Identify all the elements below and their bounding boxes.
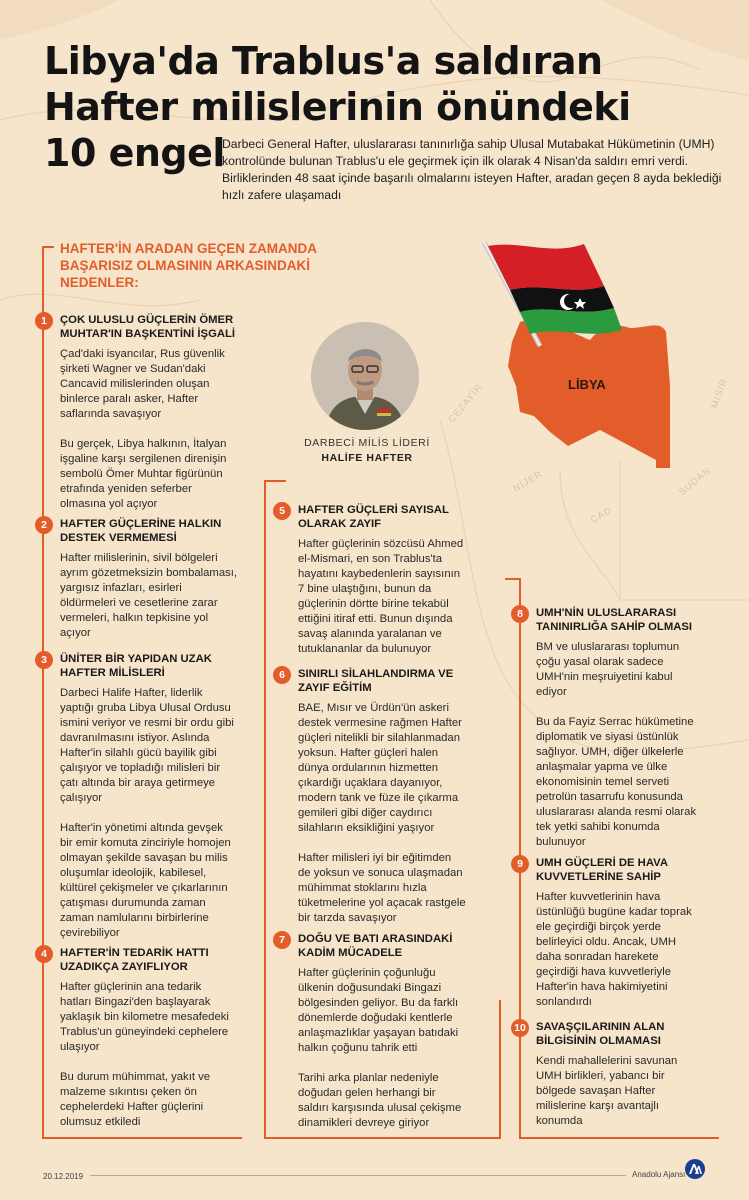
reason-number-8: 8	[511, 605, 529, 623]
reason-title-3: ÜNİTER BİR YAPIDAN UZAK HAFTER MİLİSLERİ	[60, 653, 212, 679]
connector-line-right-top	[505, 578, 521, 580]
reason-item-6	[279, 667, 503, 926]
footer-divider	[90, 1175, 626, 1176]
neighbor-label-misir: MISIR	[709, 376, 731, 411]
reason-text-10: Kendi mahallelerini savunan UMH birlikleri, yabancı bir bölgede savaşan Hafter milislerine karşı avantajlı konumda	[536, 1055, 678, 1127]
reason-title-4: HAFTER'İN TEDARİK HATTI UZADIKÇA ZAYIFLIYOR	[60, 947, 209, 973]
connector-line-middle-top	[264, 480, 286, 482]
reason-number-10: 10	[511, 1019, 529, 1037]
reasons-heading-line-1: HAFTER'İN ARADAN GEÇEN ZAMANDA	[60, 241, 317, 256]
reason-text-7: Hafter güçlerinin çoğunluğu ülkenin doğusundaki Bingazi bölgesinden geliyor. Bu da farklı dönemlerde doğudaki kentlerle anlaşmazlıklar yaşayan batıdaki halkın çoğunu tahrik etti Tarihi arka planlar nedeniyle doğudan gelen herhangi bir saldırı karşısında ulusal çekişme dinamikleri devreye giriyor	[298, 967, 462, 1129]
reason-text-8: BM ve uluslararası toplumun çoğu yasal olarak sadece UMH'nin meşruiyetini kabul ediyor Bu da Fayiz Serrac hükümetine diplomatik ve siyasi üstünlük sağlıyor. UMH, diğer ülkelerle anlaşmalar yapma ve ülke ekonomisinin temel serveti petrolün tasarrufu konusunda uluslararası alanda resmi olarak tek yetki sahibi konumda bulunuyor	[536, 641, 697, 848]
reason-number-5: 5	[273, 502, 291, 520]
libya-map	[480, 236, 690, 476]
portrait-name: HALİFE HAFTER	[321, 452, 413, 464]
reason-text-4: Hafter güçlerinin ana tedarik hatları Bingazi'den başlayarak yaklaşık bin kilometre mesafedeki Trablus'un güneyindeki cephelere ulaşıyor Bu durum mühimmat, yakıt ve malzeme sıkıntısı çeken ön cephelerdeki Hafter güçlerini olumsuz etkiledi	[60, 981, 229, 1128]
reason-text-1: Çad'daki isyancılar, Rus güvenlik şirketi Wagner ve Sudan'daki Cancavid milislerinden oluşan binlerce paralı asker, Hafter saflarında savaşıyor Bu gerçek, Libya halkının, İtalyan işgaline karşı sergilenen direnişin sembolü Ömer Muhtar figürünün etrafında yeniden seferber olmasına yol açıyor	[60, 348, 227, 510]
reason-number-4: 4	[35, 945, 53, 963]
reason-number-7: 7	[273, 931, 291, 949]
reason-title-7: DOĞU VE BATI ARASINDAKİ KADİM MÜCADELE	[298, 933, 453, 959]
reason-title-6: SINIRLI SİLAHLANDIRMA VE ZAYIF EĞİTİM	[298, 668, 454, 694]
footer-agency: Anadolu Ajansı	[632, 1170, 686, 1179]
reason-title-1: ÇOK ULUSLU GÜÇLERİN ÖMER MUHTAR'IN BAŞKENTİNİ İŞGALİ	[60, 314, 236, 340]
reason-title-5: HAFTER GÜÇLERİ SAYISAL OLARAK ZAYIF	[298, 504, 449, 530]
title-line-1: Libya'da Trablus'a saldıran	[44, 39, 603, 83]
reason-item-10	[514, 1020, 726, 1129]
connector-line-middle-bottom	[264, 1137, 500, 1139]
connector-line-left-bottom	[42, 1137, 242, 1139]
libya-shape-icon	[508, 320, 670, 468]
reason-text-3: Darbeci Halife Hafter, liderlik yaptığı gruba Libya Ulusal Ordusu ismini veriyor ve resmi bir ordu gibi davranılmasını istiyor. Aslında Hafter'in silahlı gücü bayilik gibi çalışıyor ve topladığı milisleri bir çatı altında bir araya getirmeye çalışıyor Hafter'in yönetimi altında gevşek bir emir komuta zinciriyle homojen olmayan şekilde savaşan bu milis oluşumlar ideolojik, kabilesel, kültürel çekişmeler ve çıkarlarının çatışması durumunda zaman zaman namlularını birbirlerine çevirebiliyor	[60, 687, 234, 939]
reason-number-6: 6	[273, 666, 291, 684]
neighbor-label-cad: ÇAD	[588, 504, 615, 527]
reasons-heading-line-3: NEDENLER:	[60, 275, 139, 290]
portrait-caption: DARBECİ MİLİS LİDERİ	[304, 437, 430, 449]
reason-item-3	[41, 652, 265, 941]
reason-text-6: BAE, Mısır ve Ürdün'ün askeri destek vermesine rağmen Hafter güçleri nitelikli bir silahlanmadan yoksun. Hafter güçleri halen dünya ordularının hizmetten çıkardığı uçaklara dayanıyor, modern tank ve füze ile çıkarma gemileri gibi diğer caydırıcı silahların eksikliğini yaşıyor Hafter milisleri iyi bir eğitimden de yoksun ve sonuca ulaşmadan mühimmat stoklarını hızla tüketmelerine yol açacak rastgele bir tarzda savaşıyor	[298, 702, 466, 924]
reason-item-8	[517, 606, 726, 850]
footer-date: 20.12.2019	[43, 1172, 84, 1181]
intro-text: Darbeci General Hafter, uluslararası tanınırlığa sahip Ulusal Mutabakat Hükümetinin (UMH) kontrolünde bulunan Trablus'u ele geçirmek için ilk olarak 4 Nisan'da saldırı emri verdi. Birliklerinden 48 saat içinde başarılı olmalarını isteyen Hafter, aradan geçen 8 ayda beklediği hızlı zafere ulaşamadı	[222, 137, 722, 202]
neighbor-label-nijer: NİJER	[511, 468, 546, 495]
reason-title-8: UMH'NİN ULUSLARARASI TANINIRLIĞA SAHİP OLMASI	[536, 607, 693, 633]
hafter-portrait	[311, 322, 419, 430]
libya-label: LİBYA	[568, 377, 606, 392]
reason-item-2	[41, 517, 265, 641]
reason-number-9: 9	[511, 855, 529, 873]
reason-text-9: Hafter kuvvetlerinin hava üstünlüğü bugüne kadar toprak ele geçirdiği birçok yerde belirleyici oldu. Ancak, UMH daha sonradan harekete geçirdiği hava kuvvetleriyle Hafter'in hava hakimiyetini sonlandırdı	[536, 891, 692, 1008]
reason-number-1: 1	[35, 312, 53, 330]
reasons-heading-line-2: BAŞARISIZ OLMASININ ARKASINDAKİ	[60, 258, 311, 273]
reason-number-3: 3	[35, 651, 53, 669]
reason-title-10: SAVAŞÇILARININ ALAN BİLGİSİNİN OLMAMASI	[536, 1021, 665, 1047]
title-line-3: 10 engel	[44, 131, 225, 175]
connector-line-left-top	[42, 246, 54, 248]
flag-icon	[484, 242, 622, 346]
reason-text-2: Hafter milislerinin, sivil bölgeleri ayrım gözetmeksizin bombalaması, yargısız infazları, esirleri öldürmeleri ve cesetlerine zarar vermeleri, halkın tepkisine yol açıyor	[60, 552, 238, 639]
reason-title-9: UMH GÜÇLERİ DE HAVA KUVVETLERİNE SAHİP	[536, 857, 669, 883]
reason-item-1	[41, 313, 265, 512]
connector-line-left	[42, 246, 44, 1138]
anadolu-agency-logo-icon	[684, 1158, 706, 1180]
reason-text-5: Hafter güçlerinin sözcüsü Ahmed el-Mismari, en son Trablus'ta hayatını kaybedenlerin sayısının 7 bine ulaştığını, bunun da güçlerinin dörtte birine tekabül ettiğini itiraf etti. Bunun dışında savaş alanında yaralanan ve tutuklananlar da bulunuyor	[298, 538, 464, 655]
reason-item-5	[279, 503, 503, 657]
portrait-illustration-icon	[311, 322, 419, 430]
reason-number-2: 2	[35, 516, 53, 534]
neighbor-label-sudan: SUDAN	[676, 464, 714, 499]
reason-item-4	[41, 946, 265, 1130]
reason-title-2: HAFTER GÜÇLERİNE HALKIN DESTEK VERMEMESİ	[60, 518, 222, 544]
reason-item-7	[279, 932, 503, 1131]
title-line-2: Hafter milislerinin önündeki	[44, 85, 631, 129]
reasons-heading	[60, 240, 360, 291]
neighbor-label-cezayir: CEZAYİR	[446, 381, 486, 426]
connector-line-right-bottom	[519, 1137, 719, 1139]
reason-item-9	[517, 856, 726, 1010]
